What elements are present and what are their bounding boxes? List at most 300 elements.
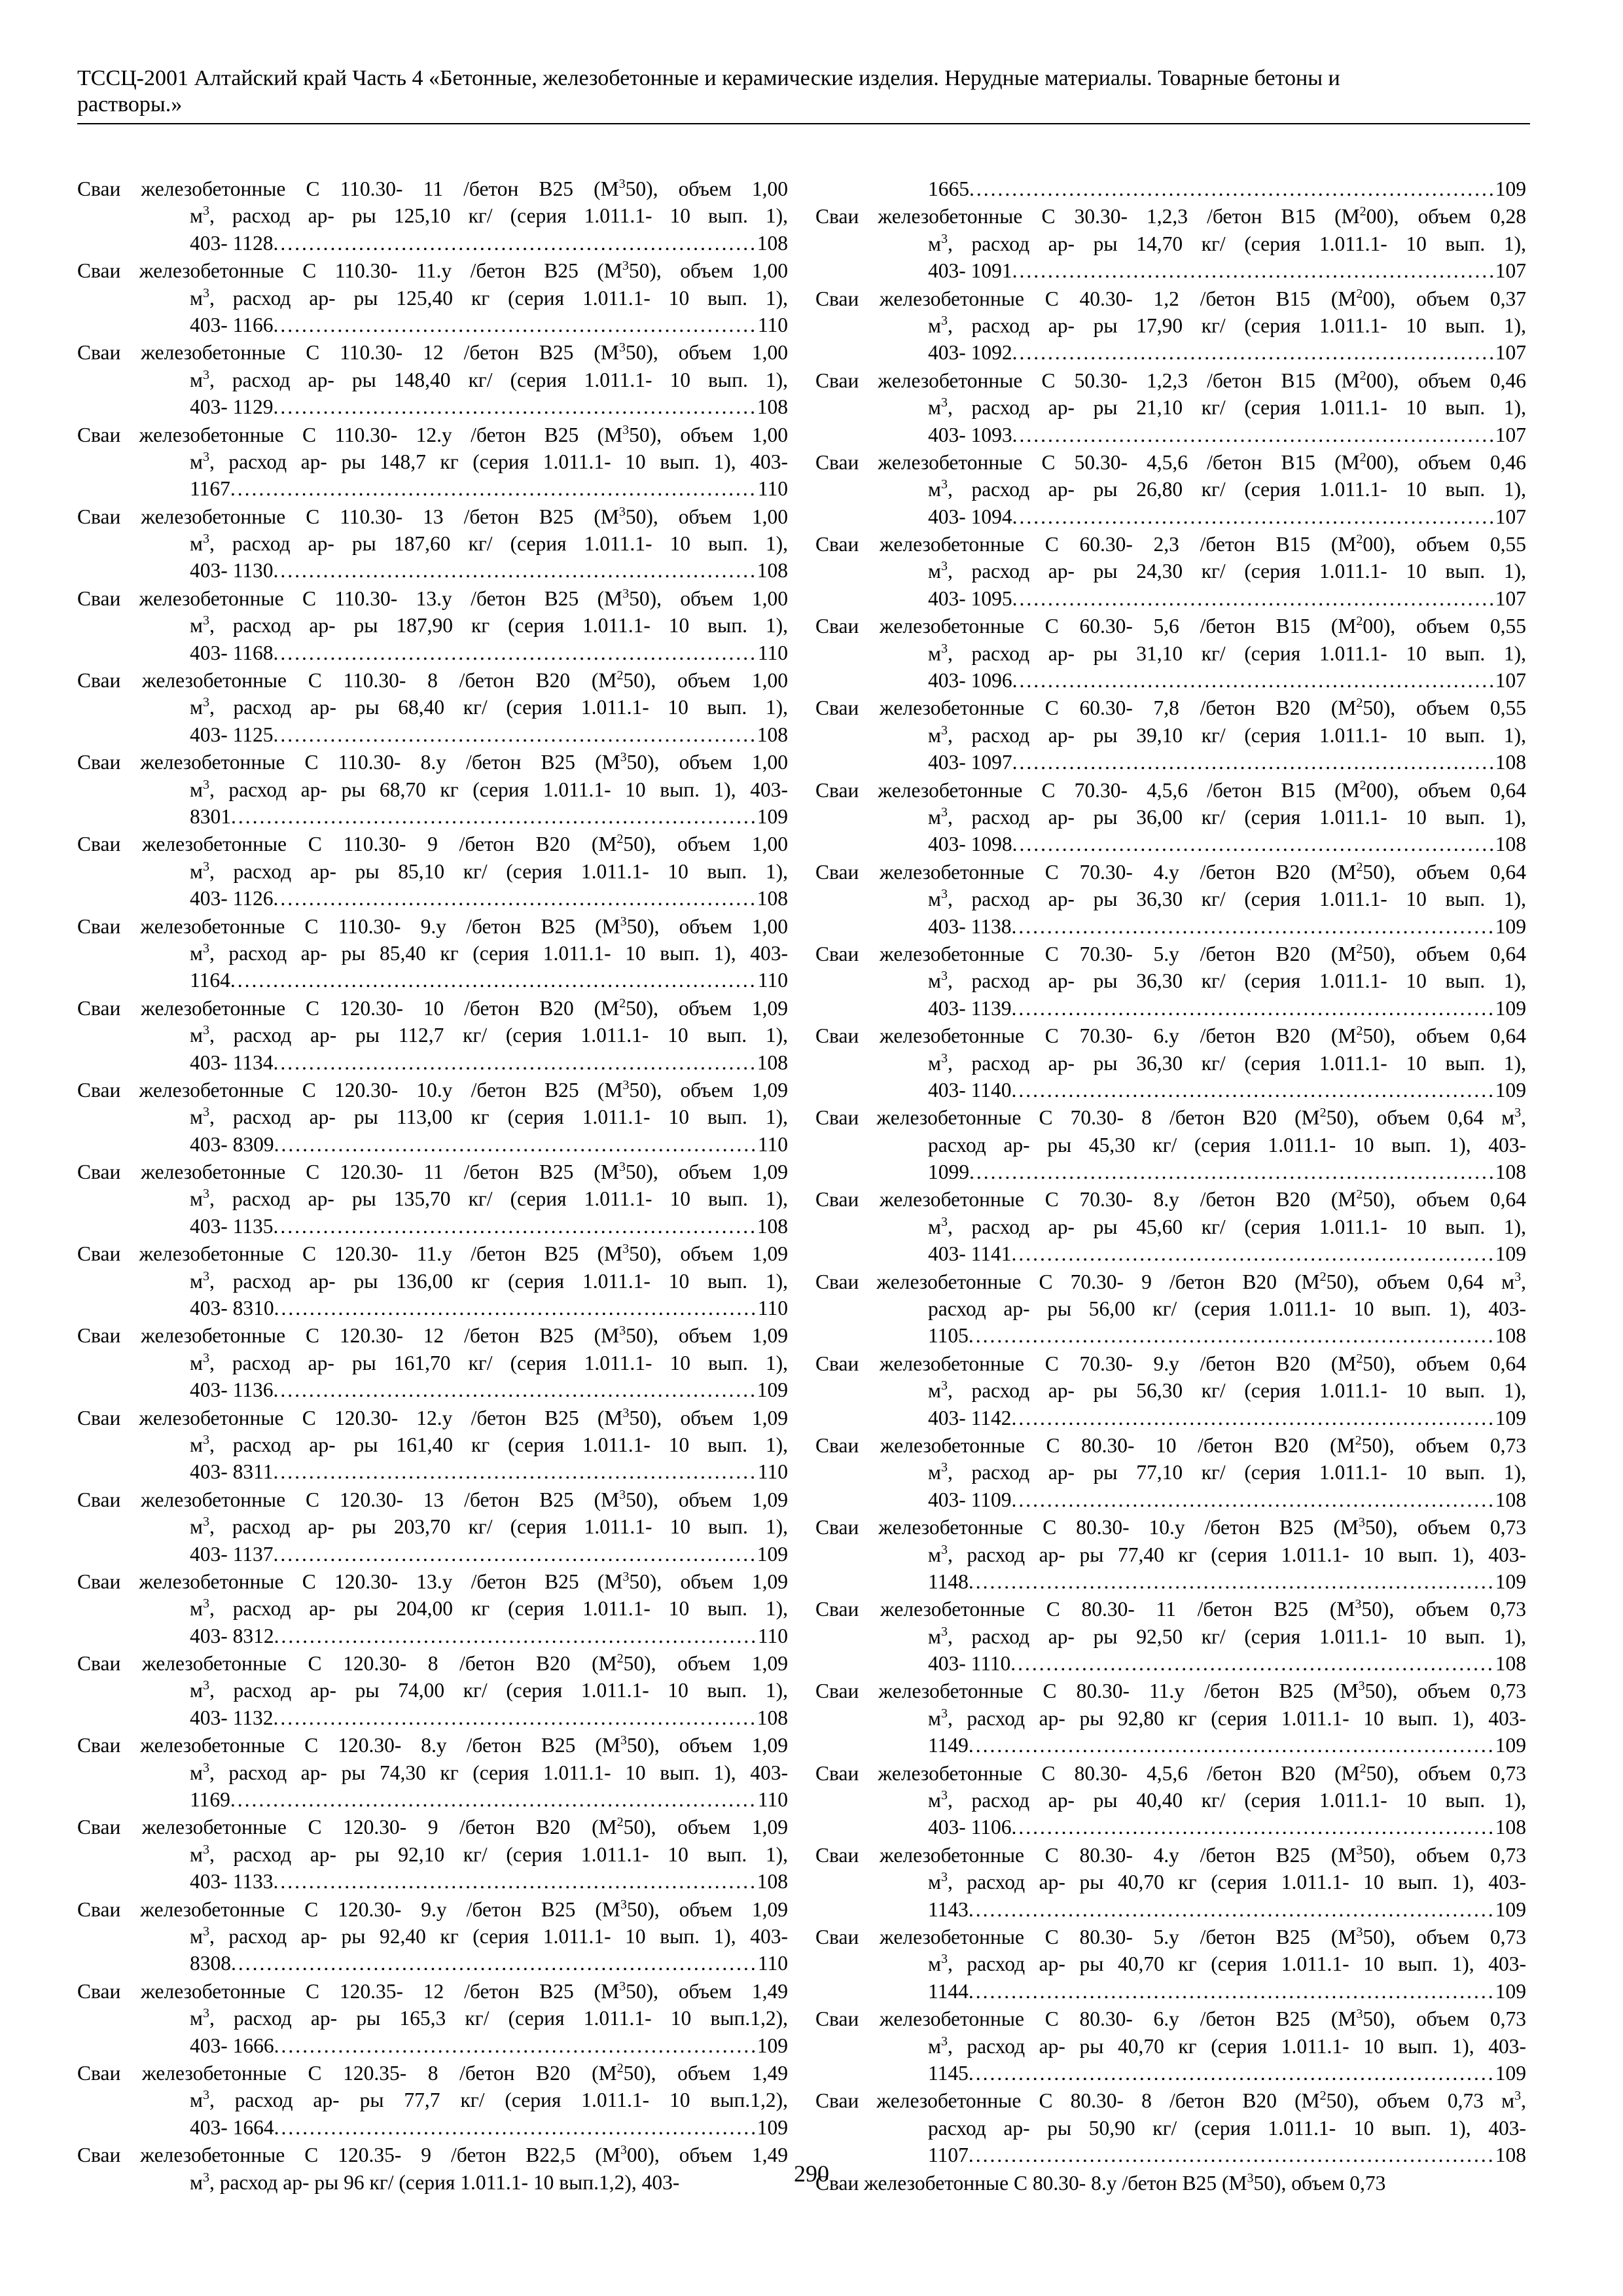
unit-superscript: 2: [1319, 1269, 1327, 1284]
unit-superscript: 3: [202, 1350, 209, 1365]
entry-text: Сваи железобетонные С 120.30- 10 /бетон В20 (М: [77, 996, 620, 1020]
unit-superscript: 3: [1514, 1269, 1522, 1284]
index-entry-continuation-line: [815, 1623, 1526, 1650]
entry-text: 50), объем 1,09: [629, 1570, 788, 1593]
index-entry: [815, 613, 1526, 694]
entry-text: Сваи железобетонные С 110.30- 8.у /бетон В25 (М: [77, 751, 620, 774]
index-entry-title-line: [815, 777, 1526, 804]
entry-text: Сваи железобетонные С 70.30- 8.у /бетон В20 (М: [815, 1188, 1357, 1211]
unit-superscript: 3: [940, 1542, 948, 1557]
index-entry-title-line: [815, 1022, 1526, 1049]
entry-text: Сваи железобетонные С 120.30- 13.у /бетон В25 (М: [77, 1570, 623, 1593]
index-entry-continuation-line: [77, 1595, 788, 1622]
entry-text: Сваи железобетонные С 30.30- 1,2,3 /бетон В15 (М: [815, 205, 1360, 228]
entry-text: расход ар- ры 50,90 кг/ (серия 1.011.1- 10 вып. 1), 403-: [928, 2116, 1526, 2140]
index-entry: [77, 1814, 788, 1895]
index-entry-continuation-line: [77, 1431, 788, 1458]
entry-text: м: [190, 2170, 203, 2194]
index-entry-title-line: [815, 694, 1526, 721]
dot-leader: [273, 230, 757, 257]
reference-text: 1107: [928, 2144, 969, 2167]
entry-text: 50), объем 1,00: [629, 586, 788, 610]
entry-text: м: [190, 1024, 203, 1047]
dot-leader: [274, 1623, 758, 1649]
entry-text: Сваи железобетонные С 60.30- 7,8 /бетон В20 (М: [815, 696, 1357, 720]
index-entry: [815, 1268, 1526, 1350]
reference-text: 1665: [928, 177, 969, 200]
index-column-left: [77, 175, 788, 2197]
entry-text: 50), объем 0,73: [1363, 2007, 1526, 2031]
index-entry: [815, 1022, 1526, 1103]
unit-superscript: 2: [616, 2060, 624, 2075]
dot-leader: [273, 1213, 757, 1240]
index-entry-reference-line: [815, 1240, 1526, 1267]
index-entry-reference-line: [815, 1978, 1526, 2005]
entry-text: 50), объем 0,73: [1253, 2171, 1386, 2195]
page-reference: 109: [1495, 1734, 1526, 1757]
page-reference: 109: [757, 1378, 788, 1402]
page-reference: 109: [757, 2115, 788, 2139]
page-reference: 109: [1495, 1897, 1526, 1921]
index-entry-title-line: [77, 257, 788, 284]
entry-text: Сваи железобетонные С 80.30- 6.у /бетон В25 (М: [815, 2007, 1357, 2031]
unit-superscript: 3: [202, 1432, 209, 1447]
reference-text: 403- 1666: [190, 2034, 274, 2057]
entry-text: 50), объем 0,73 м: [1326, 2089, 1515, 2113]
dot-leader: [1011, 1077, 1495, 1103]
index-entry: [77, 749, 788, 830]
index-entry-reference-line: [77, 557, 788, 584]
unit-superscript: 3: [940, 559, 948, 574]
entry-text: , расход ар- ры 26,80 кг/ (серия 1.011.1- 10 вып. 1),: [947, 478, 1526, 501]
index-entry-reference-line: [815, 503, 1526, 530]
dot-leader: [1012, 422, 1495, 448]
index-entry: [815, 1104, 1526, 1185]
index-entry: [77, 995, 788, 1076]
dot-leader: [1012, 585, 1495, 612]
index-entry: [77, 1650, 788, 1731]
unit-superscript: 2: [1319, 2089, 1327, 2104]
unit-superscript: 3: [622, 1405, 630, 1420]
dot-leader: [274, 1295, 758, 1321]
index-entry-continuation-line: [815, 312, 1526, 339]
dot-leader: [1011, 1814, 1495, 1840]
dot-leader: [1012, 831, 1495, 857]
entry-text: , расход ар- ры 187,90 кг (серия 1.011.1- 10 вып. 1),: [209, 614, 788, 637]
page-reference: 110: [757, 969, 788, 992]
page-reference: 110: [757, 1952, 788, 1975]
index-entry-reference-line: [815, 1896, 1526, 1923]
entry-text: м: [190, 1105, 203, 1129]
entry-text: м: [928, 1215, 941, 1238]
entry-text: 00), объем 0,55: [1363, 615, 1526, 638]
unit-superscript: 3: [620, 2143, 627, 2158]
index-entry: [815, 1924, 1526, 2005]
dot-leader: [274, 1131, 758, 1158]
index-entry-title-line: [815, 1842, 1526, 1869]
index-entry: [815, 859, 1526, 940]
reference-text: 1143: [928, 1897, 969, 1921]
index-entry-title-line: [77, 503, 788, 530]
entry-text: , расход ар- ры 40,70 кг (серия 1.011.1- 10 вып. 1), 403-: [947, 1952, 1526, 1976]
index-entry: [815, 941, 1526, 1022]
index-entry-reference-line: [815, 422, 1526, 448]
index-entry-continuation-line: [815, 640, 1526, 667]
unit-superscript: 2: [1356, 532, 1363, 547]
dot-leader: [1010, 1650, 1495, 1677]
entry-text: м: [928, 1952, 941, 1976]
page-reference: 109: [1495, 1406, 1526, 1429]
index-entry-continuation-line: [815, 1541, 1526, 1568]
index-entry-reference-line: [77, 1868, 788, 1895]
entry-text: 50), объем 1,49: [626, 1979, 788, 2003]
index-entry: [77, 1732, 788, 1813]
unit-superscript: 3: [1514, 1105, 1522, 1121]
entry-text: м: [190, 614, 203, 637]
index-entry-continuation-line: [77, 1923, 788, 1950]
unit-superscript: 3: [1356, 1842, 1363, 1857]
page-reference: 108: [757, 723, 788, 746]
unit-superscript: 3: [940, 395, 948, 410]
unit-superscript: 3: [620, 750, 627, 765]
page-reference: 108: [1495, 1160, 1526, 1184]
index-entry-title-line: [77, 1158, 788, 1185]
index-entry-continuation-line: [77, 1185, 788, 1212]
entry-text: Сваи железобетонные С 50.30- 1,2,3 /бетон В15 (М: [815, 368, 1360, 392]
entry-text: , расход ар- ры 136,00 кг (серия 1.011.1- 10 вып. 1),: [209, 1269, 788, 1293]
entry-text: м: [928, 560, 941, 583]
unit-superscript: 3: [622, 1077, 630, 1092]
reference-text: 403- 1093: [928, 423, 1012, 446]
unit-superscript: 2: [1356, 696, 1363, 711]
unit-superscript: 3: [622, 422, 630, 437]
index-entry-title-line: [77, 1732, 788, 1759]
index-entry-reference-line: [77, 721, 788, 748]
index-entry-reference-line: [815, 1486, 1526, 1513]
index-entry: [815, 1514, 1526, 1595]
entry-text: м: [928, 1706, 941, 1730]
unit-superscript: 2: [1356, 1024, 1363, 1039]
entry-text: 50), объем 1,00: [629, 423, 788, 446]
page-reference: 109: [757, 2034, 788, 2057]
page-reference: 108: [757, 231, 788, 255]
dot-leader: [1011, 1405, 1495, 1431]
unit-superscript: 3: [202, 859, 209, 874]
index-entry-title-line: [77, 667, 788, 694]
entry-text: Сваи железобетонные С 120.30- 8.у /бетон В25 (М: [77, 1734, 620, 1757]
index-entry: [77, 667, 788, 748]
entry-text: м: [928, 969, 941, 993]
index-entry-reference-line: [815, 749, 1526, 776]
unit-superscript: 3: [618, 1160, 626, 1175]
entry-text: 50), объем 0,64: [1363, 1188, 1526, 1211]
entry-text: , расход ар- ры 135,70 кг/ (серия 1.011.1- 10 вып. 1),: [209, 1187, 788, 1211]
index-entry-title-line: [815, 1104, 1526, 1131]
page-reference: 109: [1495, 1242, 1526, 1266]
entry-text: м: [190, 1351, 203, 1374]
unit-superscript: 2: [1356, 1187, 1363, 1202]
index-entry-reference-line: [77, 803, 788, 830]
entry-text: , расход ар- ры 148,40 кг/ (серия 1.011.1- 10 вып. 1),: [209, 368, 788, 391]
index-entry: [77, 1896, 788, 1977]
entry-text: Сваи железобетонные С 120.35- 9 /бетон В22,5 (М: [77, 2144, 620, 2167]
entry-text: 50), объем 1,00: [625, 505, 788, 528]
dot-leader: [969, 1732, 1495, 1759]
index-entry-title-line: [77, 585, 788, 612]
entry-text: , расход ар- ры 68,70 кг (серия 1.011.1- 10 вып. 1), 403-: [209, 778, 788, 801]
unit-superscript: 3: [940, 969, 948, 984]
index-entry: [815, 777, 1526, 858]
dot-leader: [1012, 503, 1495, 530]
index-entry-title-line: [815, 1596, 1526, 1623]
index-entry: [815, 2087, 1526, 2168]
reference-text: 403- 8312: [190, 1624, 274, 1647]
unit-superscript: 3: [618, 177, 626, 191]
reference-text: 403- 8310: [190, 1297, 274, 1320]
index-entry: [815, 1596, 1526, 1677]
unit-superscript: 2: [616, 1815, 624, 1830]
index-entry-title-line: [77, 1077, 788, 1103]
reference-text: 1099: [928, 1160, 969, 1184]
index-entry-title-line: [815, 531, 1526, 558]
unit-superscript: 3: [202, 1924, 209, 1939]
index-entry-reference-line: [77, 639, 788, 666]
entry-text: , расход ар- ры 203,70 кг/ (серия 1.011.1- 10 вып. 1),: [209, 1515, 788, 1539]
entry-text: Сваи железобетонные С 110.30- 13 /бетон В25 (М: [77, 505, 619, 528]
index-entry-reference-line: [815, 667, 1526, 694]
entry-text: , расход ар- ры 36,30 кг/ (серия 1.011.1- 10 вып. 1),: [947, 888, 1526, 911]
entry-text: 50), объем 0,64: [1363, 1024, 1526, 1048]
unit-superscript: 3: [620, 1897, 627, 1912]
index-entry-title-line: [77, 1240, 788, 1267]
dot-leader: [273, 1541, 757, 1568]
entry-text: , расход ар- ры 125,40 кг (серия 1.011.1- 10 вып. 1),: [209, 286, 788, 310]
entry-text: , расход ар- ры 40,40 кг/ (серия 1.011.1- 10 вып. 1),: [947, 1789, 1526, 1812]
index-entry-continuation-line: [815, 1950, 1526, 1977]
index-entry-reference-line: [815, 257, 1526, 284]
entry-text: , расход ар- ры 92,80 кг (серия 1.011.1- 10 вып. 1), 403-: [947, 1706, 1526, 1730]
unit-superscript: 3: [202, 204, 209, 219]
entry-text: 00), объем 0,37: [1363, 287, 1526, 310]
index-entry-title-line: [815, 1432, 1526, 1459]
entry-text: Сваи железобетонные С 80.30- 11.у /бетон В25 (М: [815, 1679, 1359, 1703]
entry-text: , расход ар- ры 21,10 кг/ (серия 1.011.1- 10 вып. 1),: [947, 396, 1526, 420]
unit-superscript: 3: [620, 1733, 627, 1748]
unit-superscript: 3: [940, 1870, 948, 1885]
index-entry: [815, 694, 1526, 776]
entry-text: 50), объем 1,09: [626, 996, 788, 1020]
entry-text: м: [190, 941, 203, 965]
reference-text: 1167: [190, 477, 230, 501]
page-reference: 108: [757, 1706, 788, 1729]
reference-text: 403- 1091: [928, 259, 1012, 283]
unit-superscript: 3: [1247, 2170, 1254, 2185]
entry-text: Сваи железобетонные С 80.30- 8.у /бетон В25 (М: [815, 2171, 1247, 2195]
unit-superscript: 3: [202, 2006, 209, 2021]
entry-text: Сваи железобетонные С 110.30- 9 /бетон В20 (М: [77, 833, 617, 856]
entry-text: м: [190, 1842, 203, 1866]
page-reference: 108: [1495, 1816, 1526, 1839]
header-line-1: ТССЦ-2001 Алтайский край Часть 4 «Бетонные, железобетонные и керамические изделия. Нерудные материалы. Товарные бетоны и: [77, 66, 1340, 90]
index-entry: [77, 339, 788, 420]
index-entry-continuation-line: [77, 1268, 788, 1295]
unit-superscript: 3: [622, 586, 630, 601]
index-entry-continuation-line: [815, 1459, 1526, 1486]
dot-leader: [230, 475, 758, 502]
entry-text: м: [928, 1543, 941, 1566]
entry-text: Сваи железобетонные С 120.30- 12.у /бетон В25 (М: [77, 1406, 623, 1429]
entry-text: Сваи железобетонные С 50.30- 4,5,6 /бетон В15 (М: [815, 450, 1360, 474]
entry-text: Сваи железобетонные С 70.30- 9 /бетон В20 (М: [815, 1270, 1320, 1293]
entry-text: , расход ар- ры 40,70 кг (серия 1.011.1- 10 вып. 1), 403-: [947, 2034, 1526, 2058]
page-reference: 109: [757, 1542, 788, 1566]
index-entry: [77, 913, 788, 994]
unit-superscript: 2: [619, 996, 626, 1011]
entry-text: 50), объем 0,64 м: [1326, 1106, 1515, 1130]
index-entry: [77, 1405, 788, 1486]
unit-superscript: 2: [1356, 941, 1363, 956]
index-entry-reference-line: [77, 1213, 788, 1240]
entry-text: , расход ар- ры 77,40 кг (серия 1.011.1- 10 вып. 1), 403-: [947, 1543, 1526, 1566]
unit-superscript: 3: [619, 1323, 626, 1338]
entry-text: , расход ар- ры 14,70 кг/ (серия 1.011.1- 10 вып. 1),: [947, 232, 1526, 255]
entry-text: , расход ар- ры 92,10 кг/ (серия 1.011.1- 10 вып. 1),: [209, 1842, 788, 1866]
page-reference: 108: [757, 559, 788, 583]
index-entry-reference-line: [77, 1950, 788, 1977]
index-entry-continuation-line: [77, 1022, 788, 1049]
dot-leader: [1011, 1240, 1495, 1267]
entry-text: 50), объем 1,09: [626, 1897, 788, 1921]
page-header: [77, 65, 1530, 118]
index-entry-reference-line: [815, 1158, 1526, 1185]
page-reference: 110: [757, 1460, 788, 1484]
unit-superscript: 3: [1355, 1597, 1362, 1612]
index-entry-title-line: [815, 367, 1526, 394]
entry-text: м: [928, 1461, 941, 1484]
index-entry-reference-line: [815, 585, 1526, 612]
index-entry-continuation-line: [815, 886, 1526, 912]
entry-text: Сваи железобетонные С 120.30- 9 /бетон В20 (М: [77, 1816, 617, 1839]
index-entry: [815, 1350, 1526, 1431]
index-entry-continuation-line: [815, 2115, 1526, 2142]
page-reference: 108: [1495, 1488, 1526, 1511]
entry-text: 50), объем 0,64: [1363, 942, 1526, 965]
index-entry-reference-line: [77, 1458, 788, 1485]
dot-leader: [1012, 339, 1495, 366]
index-entry-title-line: [77, 1322, 788, 1349]
reference-text: 403- 1132: [190, 1706, 274, 1729]
reference-text: 403- 1129: [190, 395, 274, 419]
index-entry-reference-line: [77, 1704, 788, 1731]
index-entry-continuation-line: [815, 1213, 1526, 1240]
dot-leader: [273, 1458, 757, 1485]
unit-superscript: 3: [940, 1952, 948, 1967]
index-entry: [815, 2005, 1526, 2087]
index-entry-continuation-line: [815, 394, 1526, 421]
index-entry-title-line: [77, 1405, 788, 1431]
unit-superscript: 2: [616, 832, 624, 847]
unit-superscript: 2: [1359, 368, 1366, 383]
entry-text: 50), объем 1,09: [626, 1734, 788, 1757]
entry-text: Сваи железобетонные С 110.30- 11 /бетон В25 (М: [77, 177, 619, 200]
unit-superscript: 3: [1356, 2007, 1363, 2022]
unit-superscript: 3: [940, 231, 948, 246]
dot-leader: [231, 1950, 758, 1977]
page-reference: 109: [1495, 2061, 1526, 2085]
unit-superscript: 3: [202, 2088, 209, 2103]
entry-text: , расход ар- ры 77,10 кг/ (серия 1.011.1- 10 вып. 1),: [947, 1461, 1526, 1484]
reference-text: 403- 1130: [190, 559, 274, 583]
index-entry-title-line: [815, 1924, 1526, 1950]
dot-leader: [273, 885, 757, 912]
entry-text: 50), объем 0,73: [1363, 1926, 1526, 1948]
unit-superscript: 3: [202, 1187, 209, 1202]
unit-superscript: 3: [622, 1569, 630, 1584]
entry-text: 50), объем 1,09: [629, 1078, 788, 1102]
entry-text: 50), объем 0,64: [1363, 860, 1526, 884]
index-entry: [77, 503, 788, 584]
dot-leader: [969, 2060, 1495, 2087]
entry-text: Сваи железобетонные С 80.30- 10 /бетон В20 (М: [815, 1433, 1355, 1457]
index-entry-reference-line: [77, 2114, 788, 2141]
entry-text: , расход ар- ры 187,60 кг/ (серия 1.011.1- 10 вып. 1),: [209, 532, 788, 556]
index-entry-title-line: [77, 175, 788, 202]
unit-superscript: 2: [1359, 450, 1366, 465]
unit-superscript: 3: [202, 531, 209, 547]
index-entry-continuation-line: [77, 694, 788, 721]
entry-text: м: [190, 1433, 203, 1456]
entry-text: м: [928, 478, 941, 501]
index-entry-continuation-line: [815, 476, 1526, 503]
entry-text: м: [190, 1187, 203, 1211]
unit-superscript: 3: [940, 477, 948, 492]
entry-text: Сваи железобетонные С 80.30- 5.у /бетон В25 (М: [815, 1926, 1357, 1948]
index-entry: [815, 1760, 1526, 1841]
entry-text: 00), объем 0,46: [1366, 368, 1526, 392]
page-reference: 108: [1495, 1652, 1526, 1676]
entry-text: Сваи железобетонные С 60.30- 5,6 /бетон В15 (М: [815, 615, 1357, 638]
unit-superscript: 3: [940, 1378, 948, 1393]
dot-leader: [230, 1786, 758, 1813]
index-entry-reference-line: [815, 1814, 1526, 1840]
entry-text: м: [190, 286, 203, 310]
index-entry-continuation-line: [77, 367, 788, 393]
index-entry: [77, 1322, 788, 1403]
index-entry: [77, 1568, 788, 1649]
unit-superscript: 3: [202, 1842, 209, 1857]
entry-text: 50), объем 1,09: [625, 1160, 788, 1184]
index-entry-continuation-line: [77, 1103, 788, 1130]
index-entry-title-line: [815, 2005, 1526, 2032]
page-reference: 107: [1495, 586, 1526, 610]
page-reference: 109: [1495, 996, 1526, 1020]
entry-text: , расход ар- ры 56,30 кг/ (серия 1.011.1- 10 вып. 1),: [947, 1379, 1526, 1403]
reference-text: 8308: [190, 1952, 231, 1975]
index-entry-continuation-line: [77, 530, 788, 557]
entry-text: Сваи железобетонные С 120.30- 10.у /бетон В25 (М: [77, 1078, 623, 1102]
index-entry-reference-line: [77, 967, 788, 994]
dot-leader: [274, 2114, 757, 2141]
dot-leader: [969, 1896, 1495, 1923]
reference-text: 8301: [190, 804, 231, 828]
entry-text: Сваи железобетонные С 70.30- 4,5,6 /бетон В15 (М: [815, 778, 1360, 802]
index-entry-reference-line: [815, 1650, 1526, 1677]
dot-leader: [273, 1704, 757, 1731]
index-entry-continuation-line: [815, 230, 1526, 257]
index-entry: [815, 1432, 1526, 1513]
index-entry-title-line: [77, 831, 788, 857]
reference-text: 403- 1133: [190, 1870, 274, 1893]
